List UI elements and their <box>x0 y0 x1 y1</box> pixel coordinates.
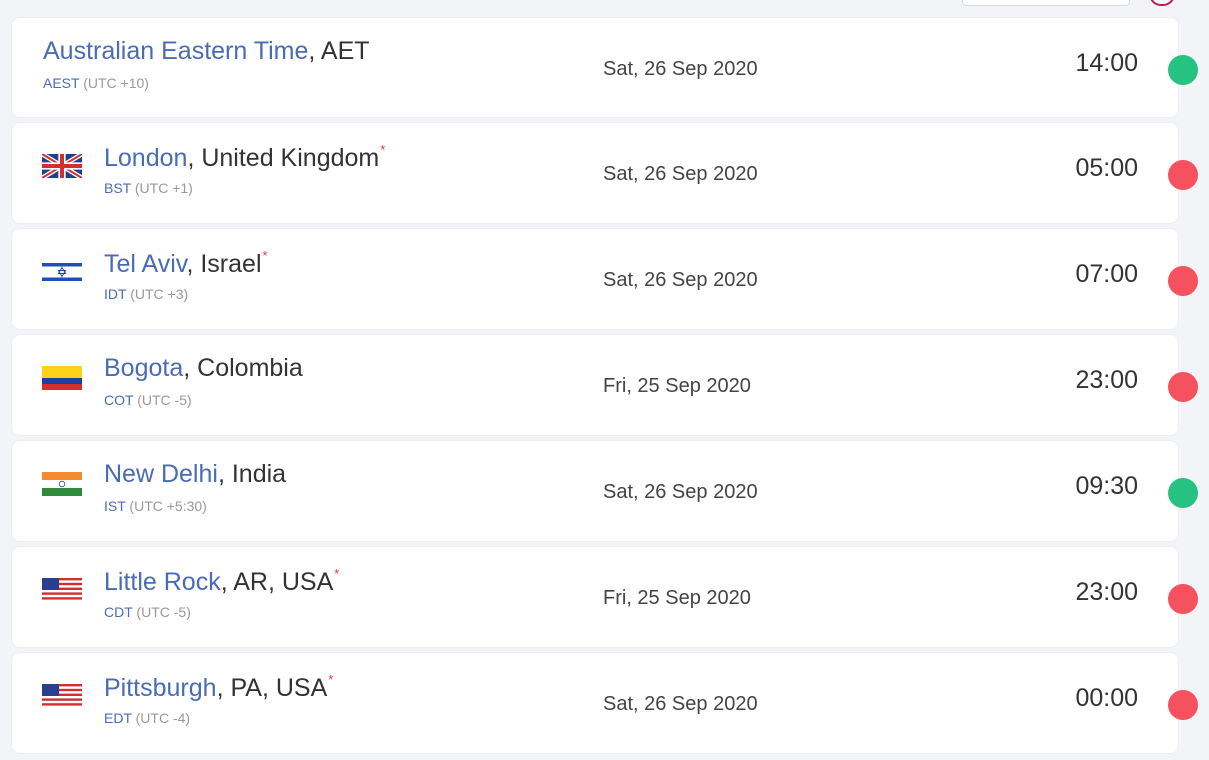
city-link[interactable]: London <box>104 144 188 172</box>
date-label: Sat, 26 Sep 2020 <box>603 481 758 503</box>
date-label: Fri, 25 Sep 2020 <box>603 375 751 397</box>
timezone-abbreviation[interactable]: BST <box>104 180 131 196</box>
region-name: United Kingdom <box>201 144 380 172</box>
dst-marker: * <box>334 566 340 581</box>
timezone-abbreviation[interactable]: IDT <box>104 286 127 302</box>
israel-flag-icon <box>42 260 82 284</box>
utc-offset: (UTC -4) <box>135 710 191 726</box>
utc-offset: (UTC -5) <box>136 604 191 620</box>
date-label: Fri, 25 Sep 2020 <box>603 587 751 609</box>
city-link[interactable]: Bogota <box>104 354 184 382</box>
timezone-row[interactable] <box>12 229 1178 329</box>
date-label: Sat, 26 Sep 2020 <box>603 269 758 291</box>
city-link[interactable]: Little Rock <box>104 568 221 596</box>
utc-offset: (UTC +10) <box>83 75 149 91</box>
usa-flag-icon <box>42 578 82 602</box>
status-dot <box>1168 372 1198 402</box>
india-flag-icon <box>42 472 82 496</box>
time-value: 23:00 <box>1075 366 1138 394</box>
timezone-info <box>104 498 207 514</box>
region-name: Israel <box>200 250 262 278</box>
date-label: Sat, 26 Sep 2020 <box>603 693 758 715</box>
region-name: AR, USA <box>233 568 334 596</box>
utc-offset: (UTC +3) <box>130 286 189 302</box>
place-name: Pittsburgh, PA, USA* <box>104 672 334 702</box>
timezone-info <box>104 604 191 620</box>
region-name: India <box>231 460 287 488</box>
place-name: Australian Eastern Time, AET <box>43 37 370 65</box>
time-value: 07:00 <box>1075 260 1138 288</box>
timezone-row[interactable] <box>12 441 1178 541</box>
utc-offset: (UTC +1) <box>134 180 193 196</box>
timezone-info <box>43 75 149 91</box>
uk-flag-icon <box>42 154 82 178</box>
dst-marker: * <box>380 142 386 157</box>
place-name: Little Rock, AR, USA* <box>104 566 340 596</box>
date-label: Sat, 26 Sep 2020 <box>603 58 758 80</box>
city-link[interactable]: Australian Eastern Time <box>43 37 309 65</box>
timezone-abbreviation[interactable]: AEST <box>43 75 80 91</box>
time-value: 09:30 <box>1075 472 1138 500</box>
timezone-abbreviation[interactable]: IST <box>104 498 126 514</box>
date-label: Sat, 26 Sep 2020 <box>603 163 758 185</box>
colombia-flag-icon <box>42 366 82 390</box>
timezone-row[interactable] <box>12 335 1178 435</box>
timezone-abbreviation[interactable]: EDT <box>104 710 132 726</box>
time-value: 14:00 <box>1075 49 1138 77</box>
top-indicator <box>1149 0 1175 6</box>
place-name: Bogota, Colombia <box>104 354 303 382</box>
timezone-row[interactable] <box>12 653 1178 753</box>
city-link[interactable]: New Delhi <box>104 460 218 488</box>
region-name: PA, USA <box>230 674 328 702</box>
city-link[interactable]: Pittsburgh <box>104 674 217 702</box>
timezone-abbreviation[interactable]: CDT <box>104 604 133 620</box>
time-value: 00:00 <box>1075 684 1138 712</box>
dst-marker: * <box>262 248 268 263</box>
status-dot <box>1168 690 1198 720</box>
top-control[interactable] <box>962 0 1130 6</box>
utc-offset: (UTC -5) <box>137 392 192 408</box>
region-name: AET <box>320 37 370 65</box>
status-dot <box>1168 160 1198 190</box>
place-name: London, United Kingdom* <box>104 142 386 172</box>
timezone-info <box>104 392 192 408</box>
time-value: 23:00 <box>1075 578 1138 606</box>
region-name: Colombia <box>197 354 303 382</box>
timezone-info <box>104 180 193 196</box>
city-link[interactable]: Tel Aviv <box>104 250 187 278</box>
utc-offset: (UTC +5:30) <box>129 498 207 514</box>
status-dot <box>1168 55 1198 85</box>
timezone-row[interactable] <box>12 547 1178 647</box>
timezone-info <box>104 286 188 302</box>
timezone-abbreviation[interactable]: COT <box>104 392 134 408</box>
timezone-info <box>104 710 190 726</box>
dst-marker: * <box>328 672 334 687</box>
timezone-row[interactable] <box>12 18 1178 117</box>
time-value: 05:00 <box>1075 154 1138 182</box>
timezone-row[interactable] <box>12 123 1178 223</box>
top-strip <box>0 0 1209 10</box>
status-dot <box>1168 266 1198 296</box>
timezone-list <box>12 18 1178 759</box>
usa-flag-icon <box>42 684 82 708</box>
place-name: New Delhi, India <box>104 460 287 488</box>
status-dot <box>1168 584 1198 614</box>
status-dot <box>1168 478 1198 508</box>
place-name: Tel Aviv, Israel* <box>104 248 268 278</box>
